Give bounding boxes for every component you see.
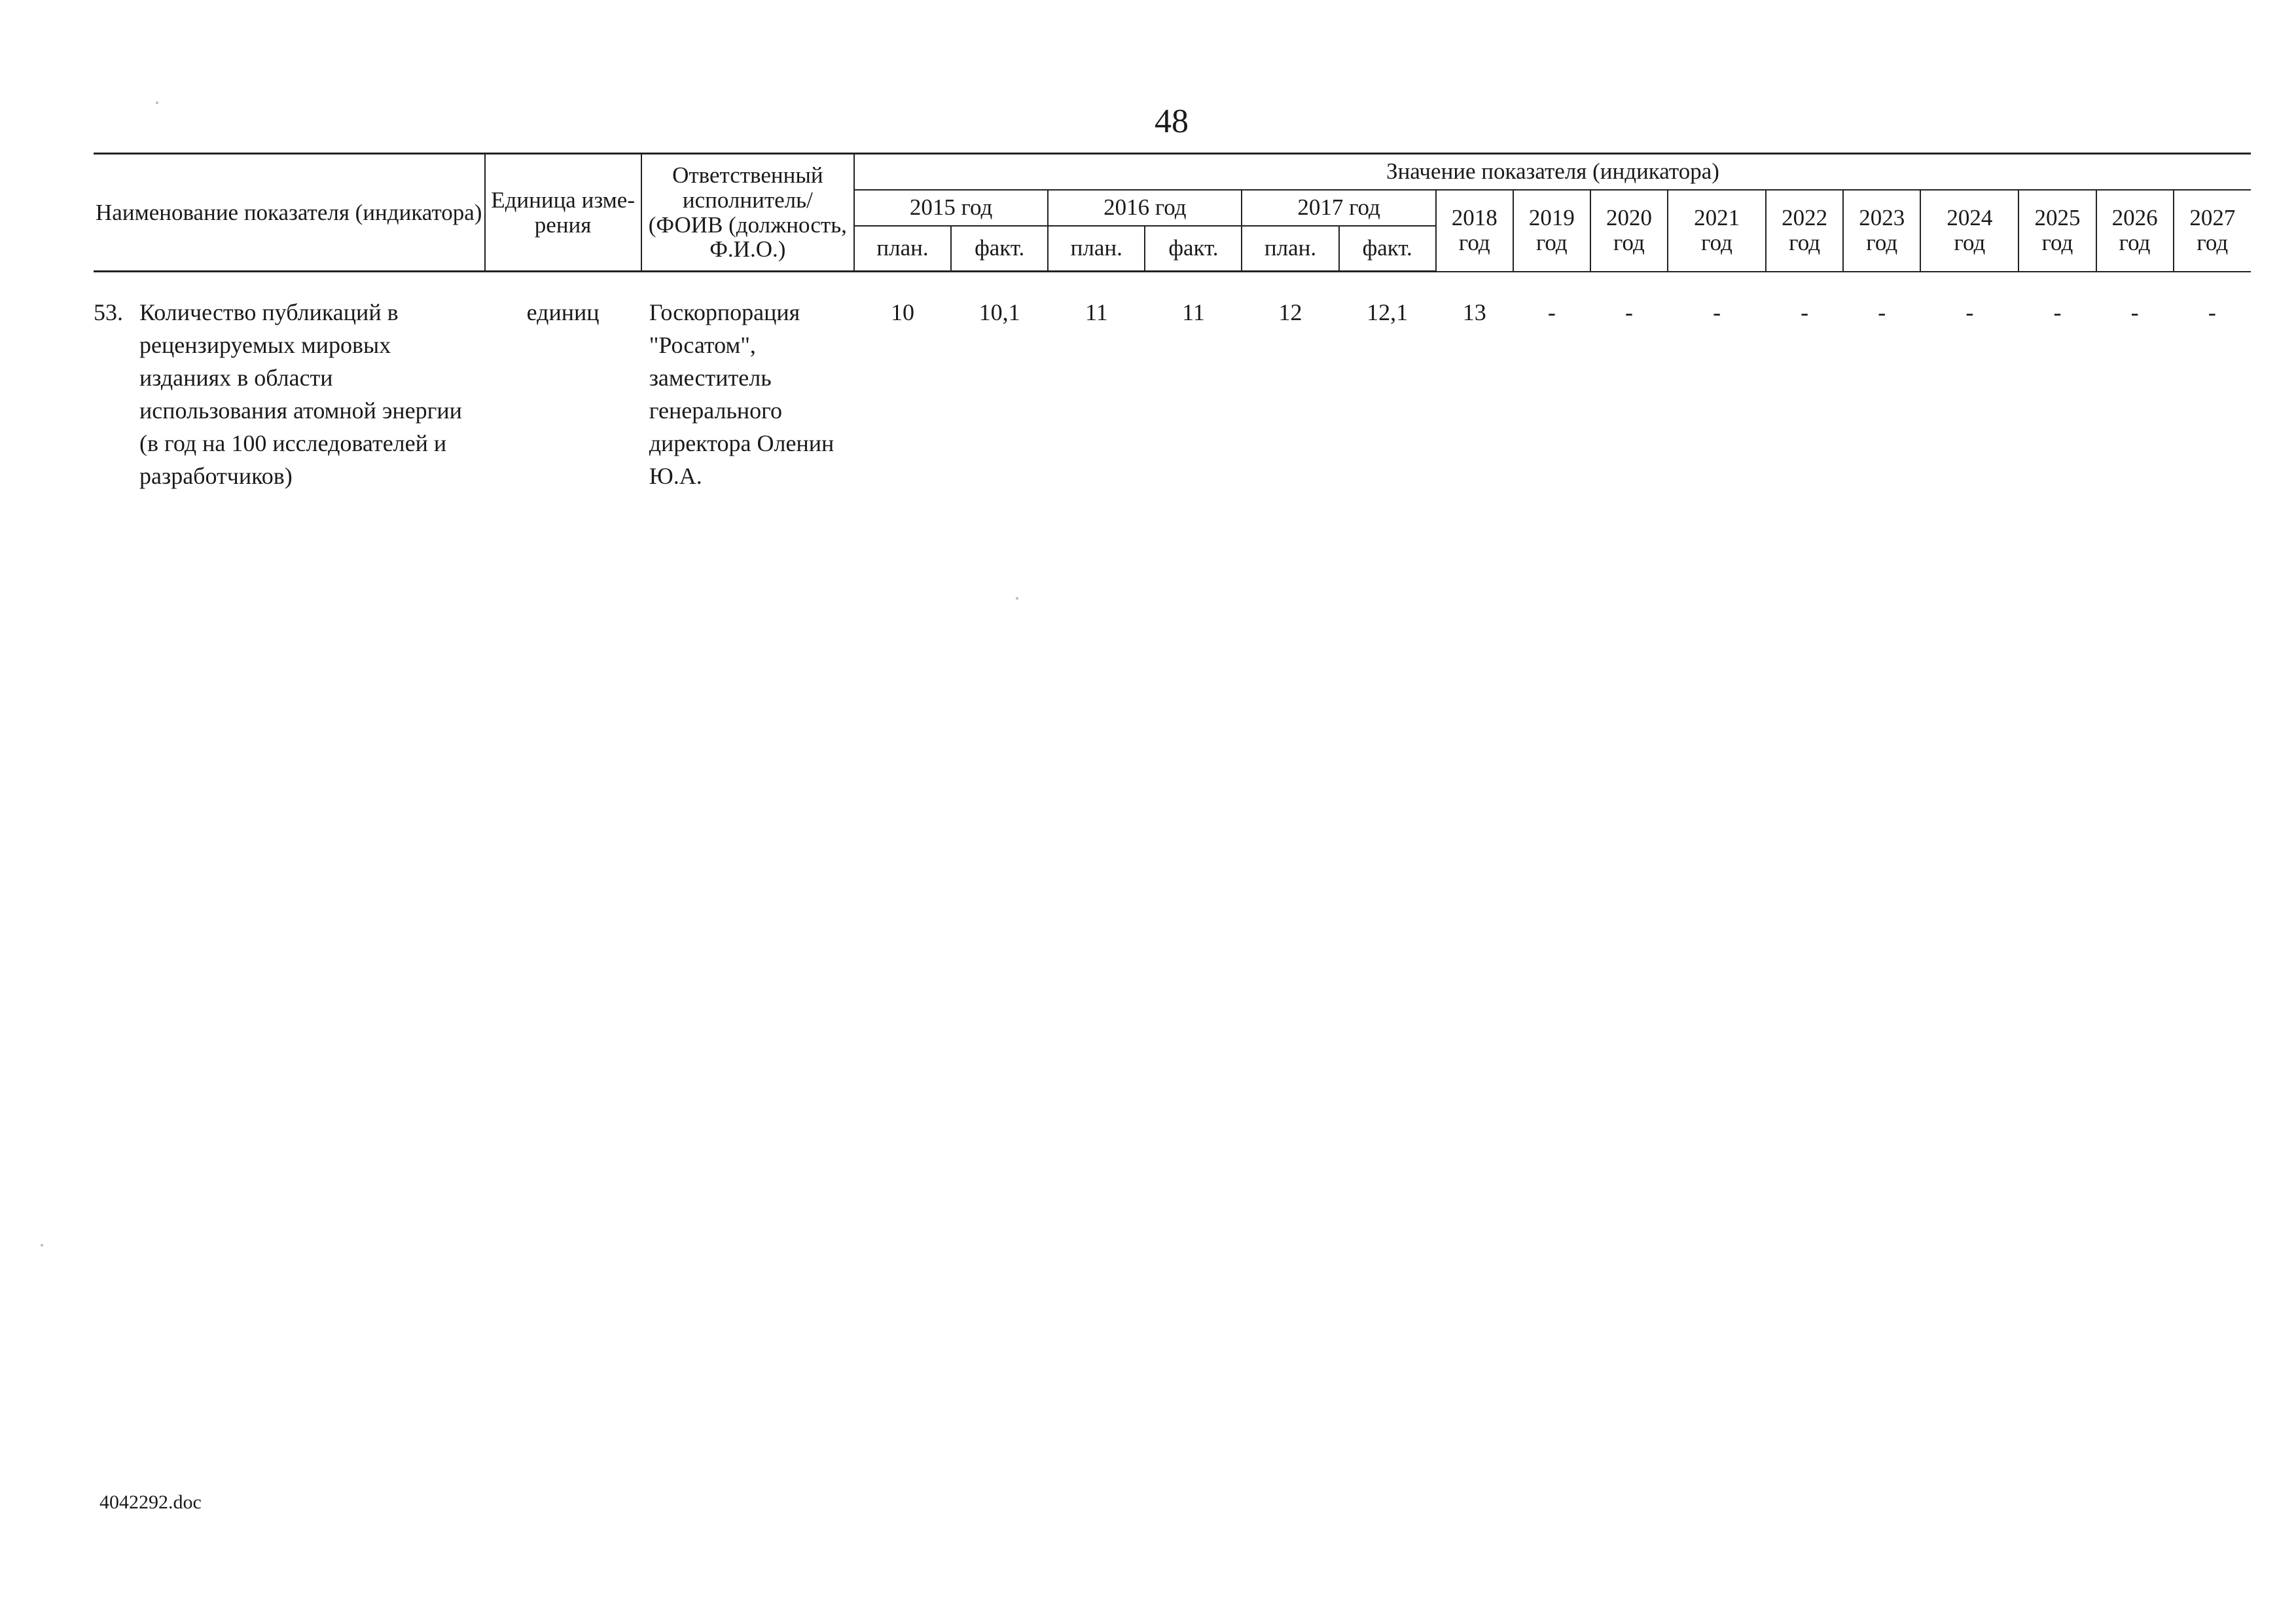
value-cell: 11 (1085, 299, 1108, 325)
header-year-label: 2022 (1782, 205, 1828, 231)
header-year-god: год (1613, 230, 1645, 255)
header-year-god: год (2197, 230, 2229, 255)
header-year-god: год (1701, 230, 1732, 255)
header-year-label: 2023 (1859, 205, 1905, 231)
header-year-label: 2018 (1451, 205, 1498, 231)
value-cell: - (1624, 299, 1633, 325)
value-cell: 13 (1462, 299, 1486, 325)
header-value-group: Значение показателя (индикатора) (854, 154, 2251, 190)
header-year: 2016 год (1048, 190, 1242, 226)
header-year-single (1513, 190, 1590, 272)
unit-cell: единиц (526, 299, 600, 325)
header-year-label: 2025 (2034, 205, 2081, 231)
header-indicator-name: Наименование показателя (индикатора) (94, 154, 485, 272)
row-number: 53. (94, 299, 123, 325)
header-plan: план. (1242, 226, 1338, 272)
header-unit-line: рения (534, 211, 592, 238)
header-year-god: год (1535, 230, 1568, 255)
header-year-label: 2027 (2189, 205, 2236, 231)
header-year-label: 2021 (1694, 205, 1740, 231)
header-year-god: год (1458, 230, 1490, 255)
header-year-god: год (1954, 230, 1986, 255)
header-fact: факт. (951, 226, 1048, 272)
executor-cell: Госкорпорация "Росатом", заместитель генерального директора Оленин Ю.А. (649, 299, 834, 489)
header-year-single (1843, 190, 1920, 272)
header-unit (485, 154, 641, 272)
header-unit-line: Единица изме- (491, 187, 635, 213)
header-year-single (1920, 190, 2018, 272)
table-row (94, 272, 2251, 493)
value-cell: - (1713, 299, 1721, 325)
scan-speck (1016, 597, 1018, 600)
header-plan: план. (1048, 226, 1145, 272)
header-year-single (1668, 190, 1766, 272)
header-year-god: год (1866, 230, 1898, 255)
value-cell: - (2130, 299, 2139, 325)
header-executor (641, 154, 854, 272)
value-cell: - (2053, 299, 2062, 325)
header-year-label: 2026 (2111, 205, 2158, 231)
header-year-label: 2020 (1605, 205, 1652, 231)
footer-document-id: 4042292.doc (99, 1491, 202, 1513)
indicator-name: Количество публикаций в рецензируемых мировых изданиях в области использования атомной энергии (в год на 100 исследователей и разработчиков) (139, 299, 462, 489)
header-fact: факт. (1145, 226, 1242, 272)
header-year-label: 2019 (1528, 205, 1575, 231)
indicator-table (94, 153, 2251, 492)
header-executor-line: Ф.И.О.) (709, 236, 786, 263)
header-fact: факт. (1339, 226, 1436, 272)
header-year-label: 2024 (1946, 205, 1993, 231)
value-cell: - (1801, 299, 1809, 325)
header-year-god: год (2119, 230, 2151, 255)
header-executor-line: исполнитель/ (682, 187, 813, 213)
header-year-single (2096, 190, 2174, 272)
header-year-single (2018, 190, 2096, 272)
header-executor-line: Ответственный (672, 162, 823, 188)
value-cell: - (1878, 299, 1886, 325)
scan-speck (156, 101, 158, 104)
header-year: 2017 год (1242, 190, 1435, 226)
header-executor-line: (ФОИВ (должность, (648, 211, 847, 238)
header-year-single (1436, 190, 1513, 272)
value-cell: 12,1 (1367, 299, 1408, 325)
value-cell: - (1547, 299, 1556, 325)
value-cell: 11 (1182, 299, 1205, 325)
value-cell: 10 (891, 299, 915, 325)
header-year-single (1590, 190, 1668, 272)
indicator-name-cell (94, 272, 485, 493)
header-year-single (2174, 190, 2251, 272)
scan-speck (41, 1244, 43, 1247)
value-cell: - (1965, 299, 1974, 325)
header-year: 2015 год (854, 190, 1048, 226)
header-year-god: год (1789, 230, 1821, 255)
value-cell: 10,1 (978, 299, 1020, 325)
header-plan: план. (854, 226, 951, 272)
page-number: 48 (1155, 103, 1189, 140)
header-year-single (1766, 190, 1843, 272)
value-cell: - (2208, 299, 2216, 325)
header-year-god: год (2041, 230, 2073, 255)
value-cell: 12 (1278, 299, 1302, 325)
